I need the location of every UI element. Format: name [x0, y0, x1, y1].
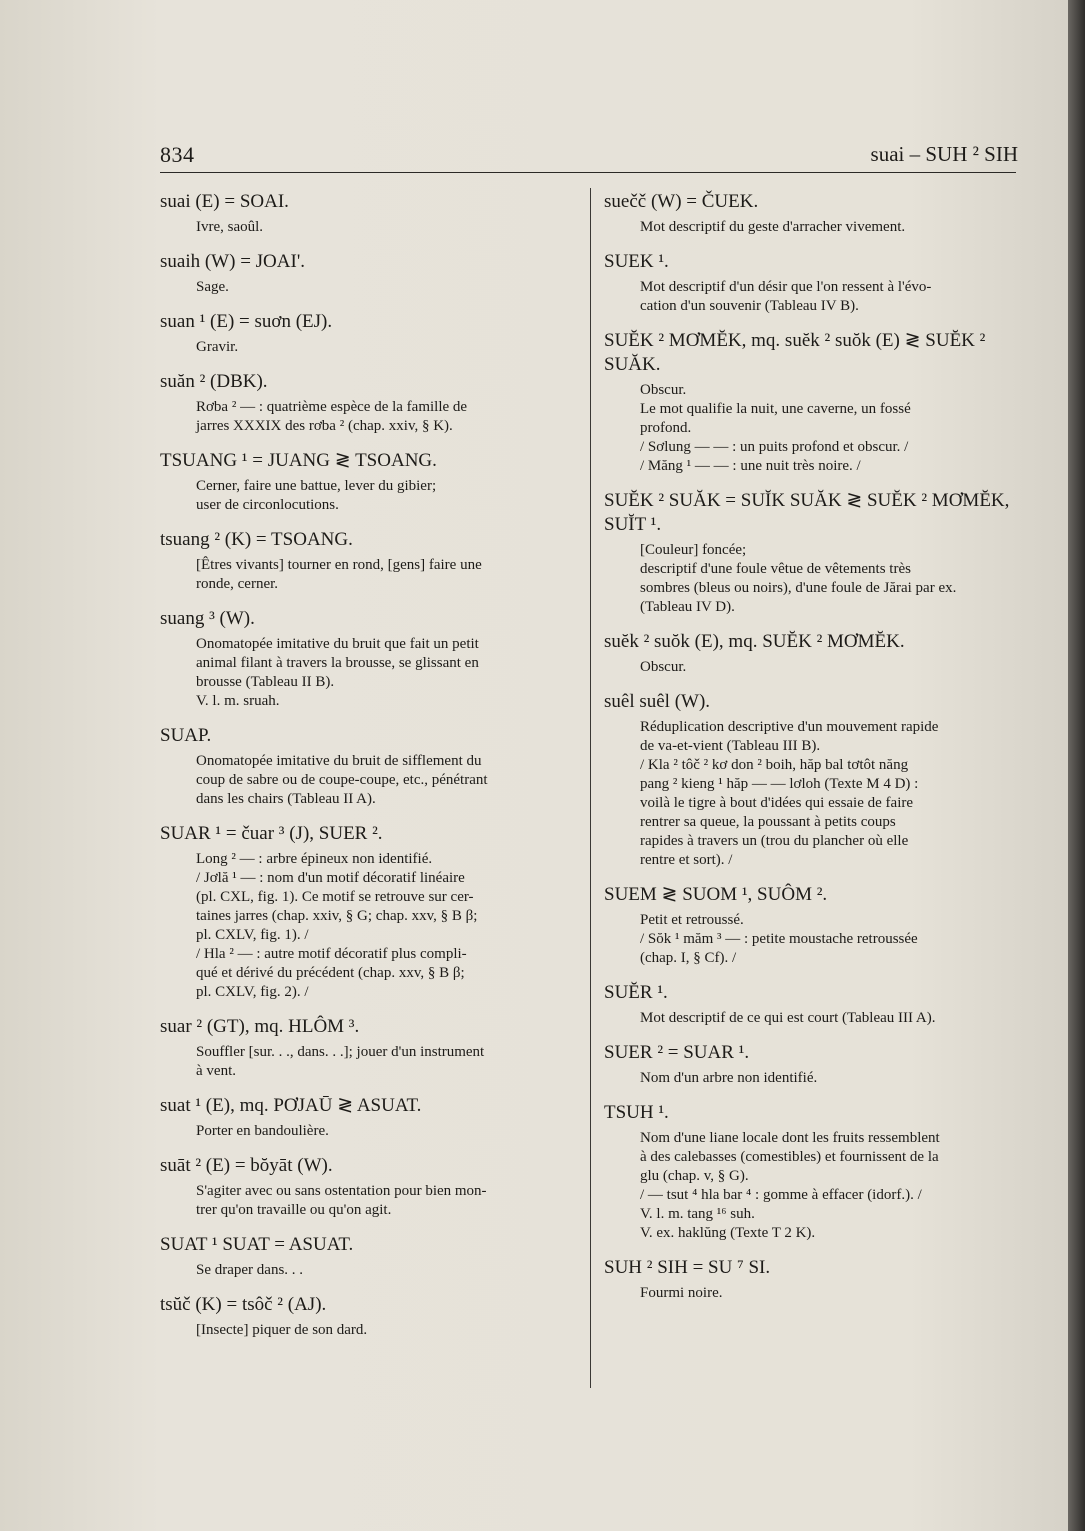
definition-line: [Insecte] piquer de son dard.: [196, 1322, 368, 1338]
entry-definition: [640, 718, 1018, 870]
definition-line: Cerner, faire une battue, lever du gibier;: [196, 478, 437, 494]
definition-line: cation d'un souvenir (Tableau IV B).: [640, 298, 859, 314]
definition-line: pl. CXLV, fig. 2). /: [196, 984, 309, 1000]
definition-line: Réduplication descriptive d'un mouvement rapide: [640, 719, 939, 735]
definition-line: Nom d'une liane locale dont les fruits ressemblent: [640, 1130, 940, 1146]
entry-headword: suĕk ² suŏk (E), mq. SUĔK ² MƠMĔK.: [604, 631, 905, 652]
entry-definition: [196, 338, 570, 357]
entry-headword: suar ² (GT), mq. HLÔM ³.: [160, 1016, 360, 1037]
definition-line: Nom d'un arbre non identifié.: [640, 1070, 818, 1086]
definition-line: / Sơlung — — : un puits profond et obscur. /: [640, 439, 909, 455]
dictionary-entry: [604, 329, 1018, 476]
definition-line: Gravir.: [196, 339, 239, 355]
entry-definition: [196, 278, 570, 297]
dictionary-entry: [604, 981, 1018, 1028]
dictionary-entry: [160, 370, 570, 436]
definition-line: V. l. m. sruah.: [196, 693, 280, 709]
entry-headword: SUAR ¹ = čuar ³ (J), SUER ².: [160, 823, 383, 844]
dictionary-entry: [160, 250, 570, 297]
entry-definition: [196, 477, 570, 515]
dictionary-entry: [160, 607, 570, 711]
dictionary-entry: [160, 1154, 570, 1220]
entry-headword: suāt ² (E) = bŏyāt (W).: [160, 1155, 333, 1176]
entry-definition: [640, 1069, 1018, 1088]
definition-line: Petit et retroussé.: [640, 912, 744, 928]
entry-headword: SUEK ¹.: [604, 251, 669, 272]
entry-headword: SUEM ≷ SUOM ¹, SUÔM ².: [604, 884, 828, 905]
entry-headword: suăn ² (DBK).: [160, 371, 268, 392]
entry-headword: suai (E) = SOAI.: [160, 191, 289, 212]
definition-line: (Tableau IV D).: [640, 599, 735, 615]
definition-line: descriptif d'une foule vêtue de vêtements très: [640, 561, 911, 577]
definition-line: Se draper dans. . .: [196, 1262, 304, 1278]
entry-definition: [196, 1261, 570, 1280]
definition-line: (chap. I, § Cf). /: [640, 950, 737, 966]
entry-definition: [196, 1182, 570, 1220]
dictionary-entry: [604, 630, 1018, 677]
entry-definition: [196, 635, 570, 711]
entry-headword: TSUANG ¹ = JUANG ≷ TSOANG.: [160, 450, 437, 471]
definition-line: pl. CXLV, fig. 1). /: [196, 927, 309, 943]
definition-line: trer qu'on travaille ou qu'on agit.: [196, 1202, 392, 1218]
dictionary-entry: [604, 190, 1018, 237]
right-column: [604, 190, 1018, 1316]
running-head: suai – SUH ² SIH: [870, 142, 1018, 166]
entry-definition: [640, 218, 1018, 237]
entry-headword: SUAP.: [160, 725, 212, 746]
definition-line: sombres (bleus ou noirs), d'une foule de Jărai par ex.: [640, 580, 957, 596]
definition-line: / Kla ² tôč ² kơ don ² boih, hăp bal tơtôt năng: [640, 757, 909, 773]
definition-line: (pl. CXL, fig. 1). Ce motif se retrouve sur cer-: [196, 889, 474, 905]
entry-headword: SUĔK ² MƠMĔK, mq. suĕk ² suŏk (E) ≷ SUĔK ² SUĂK.: [604, 330, 986, 375]
definition-line: user de circonlocutions.: [196, 497, 339, 513]
definition-line: jarres XXXIX des rơba ² (chap. xxiv, § K).: [196, 418, 453, 434]
definition-line: rentrer sa queue, la poussant à petits coups: [640, 814, 896, 830]
definition-line: Souffler [sur. . ., dans. . .]; jouer d'un instrument: [196, 1044, 485, 1060]
definition-line: [Êtres vivants] tourner en rond, [gens] faire une: [196, 557, 482, 573]
definition-line: Le mot qualifie la nuit, une caverne, un fossé: [640, 401, 911, 417]
entry-definition: [640, 1284, 1018, 1303]
entry-definition: [196, 218, 570, 237]
definition-line: Obscur.: [640, 659, 687, 675]
dictionary-entry: [604, 1256, 1018, 1303]
entry-definition: [640, 278, 1018, 316]
definition-line: Mot descriptif du geste d'arracher vivement.: [640, 219, 906, 235]
page-header: [160, 140, 1018, 172]
dictionary-entry: [160, 822, 570, 1002]
definition-line: S'agiter avec ou sans ostentation pour bien mon-: [196, 1183, 487, 1199]
definition-line: Porter en bandoulière.: [196, 1123, 329, 1139]
definition-line: / Măng ¹ — — : une nuit très noire. /: [640, 458, 861, 474]
entry-headword: SUER ² = SUAR ¹.: [604, 1042, 750, 1063]
left-column: [160, 190, 570, 1353]
definition-line: Fourmi noire.: [640, 1285, 723, 1301]
definition-line: / Jơlă ¹ — : nom d'un motif décoratif linéaire: [196, 870, 465, 886]
definition-line: / — tsut ⁴ hla bar ⁴ : gomme à effacer (idorf.). /: [640, 1187, 922, 1203]
definition-line: rentre et sort). /: [640, 852, 733, 868]
definition-line: brousse (Tableau II B).: [196, 674, 335, 690]
definition-line: Onomatopée imitative du bruit de sifflement du: [196, 753, 482, 769]
definition-line: / Hla ² — : autre motif décoratif plus compli-: [196, 946, 467, 962]
entry-headword: tsŭč (K) = tsôč ² (AJ).: [160, 1294, 327, 1315]
dictionary-entry: [160, 724, 570, 809]
definition-line: Long ² — : arbre épineux non identifié.: [196, 851, 433, 867]
entry-definition: [640, 1129, 1018, 1243]
definition-line: ronde, cerner.: [196, 576, 279, 592]
definition-line: dans les chairs (Tableau II A).: [196, 791, 376, 807]
entry-headword: tsuang ² (K) = TSOANG.: [160, 529, 353, 550]
definition-line: à des calebasses (comestibles) et fournissent de la: [640, 1149, 939, 1165]
dictionary-entry: [160, 310, 570, 357]
dictionary-entry: [160, 449, 570, 515]
entry-headword: TSUH ¹.: [604, 1102, 669, 1123]
dictionary-entry: [604, 1041, 1018, 1088]
dictionary-entry: [604, 250, 1018, 316]
dictionary-entry: [604, 883, 1018, 968]
entry-definition: [196, 1122, 570, 1141]
definition-line: Ivre, saoûl.: [196, 219, 264, 235]
entry-definition: [196, 1043, 570, 1081]
entry-definition: [640, 658, 1018, 677]
definition-line: / Sŏk ¹ măm ³ — : petite moustache retroussée: [640, 931, 918, 947]
column-divider: [590, 188, 591, 1388]
definition-line: V. l. m. tang ¹⁶ suh.: [640, 1206, 755, 1222]
definition-line: Mot descriptif d'un désir que l'on ressent à l'évo-: [640, 279, 932, 295]
header-rule: [160, 172, 1016, 173]
definition-line: rapides à travers un (trou du plancher où elle: [640, 833, 909, 849]
entry-headword: SUAT ¹ SUAT = ASUAT.: [160, 1234, 354, 1255]
definition-line: taines jarres (chap. xxiv, § G; chap. xxv, § B β;: [196, 908, 478, 924]
definition-line: [Couleur] foncée;: [640, 542, 747, 558]
definition-line: qué et dérivé du précédent (chap. xxv, § B β;: [196, 965, 465, 981]
dictionary-entry: [160, 1015, 570, 1081]
entry-definition: [640, 541, 1018, 617]
entry-definition: [640, 1009, 1018, 1028]
entry-definition: [196, 850, 570, 1002]
dictionary-entry: [604, 1101, 1018, 1243]
entry-definition: [640, 911, 1018, 968]
definition-line: Onomatopée imitative du bruit que fait un petit: [196, 636, 479, 652]
dictionary-entry: [160, 1293, 570, 1340]
dictionary-entry: [160, 1094, 570, 1141]
entry-headword: suečč (W) = ČUEK.: [604, 191, 759, 212]
definition-line: pang ² kieng ¹ hăp — — lơloh (Texte M 4 D) :: [640, 776, 919, 792]
entry-headword: suaih (W) = JOAI'.: [160, 251, 305, 272]
entry-headword: suan ¹ (E) = suơn (EJ).: [160, 311, 333, 332]
definition-line: Mot descriptif de ce qui est court (Tableau III A).: [640, 1010, 936, 1026]
entry-headword: suat ¹ (E), mq. PƠJAŪ ≷ ASUAT.: [160, 1095, 422, 1116]
definition-line: coup de sabre ou de coupe-coupe, etc., pénétrant: [196, 772, 488, 788]
entry-definition: [196, 752, 570, 809]
entry-headword: suêl suêl (W).: [604, 691, 711, 712]
page-number: 834: [160, 142, 195, 167]
entry-headword: SUH ² SIH = SU ⁷ SI.: [604, 1257, 771, 1278]
definition-line: voilà le tigre à bout d'idées qui essaie de faire: [640, 795, 914, 811]
definition-line: V. ex. haklŭng (Texte T 2 K).: [640, 1225, 816, 1241]
definition-line: à vent.: [196, 1063, 236, 1079]
entry-headword: SUĔK ² SUĂK = SUĬK SUĂK ≷ SUĔK ² MƠMĔK, SUĬT ¹.: [604, 490, 1010, 535]
definition-line: animal filant à travers la brousse, se glissant en: [196, 655, 479, 671]
entry-definition: [196, 556, 570, 594]
dictionary-entry: [604, 690, 1018, 870]
entry-headword: suang ³ (W).: [160, 608, 255, 629]
entry-headword: SUĔR ¹.: [604, 982, 668, 1003]
book-edge: [1068, 0, 1085, 1531]
definition-line: de va-et-vient (Tableau III B).: [640, 738, 821, 754]
dictionary-entry: [604, 489, 1018, 617]
dictionary-entry: [160, 528, 570, 594]
definition-line: Sage.: [196, 279, 229, 295]
definition-line: profond.: [640, 420, 692, 436]
definition-line: glu (chap. v, § G).: [640, 1168, 749, 1184]
definition-line: Obscur.: [640, 382, 687, 398]
entry-definition: [196, 398, 570, 436]
entry-definition: [640, 381, 1018, 476]
dictionary-entry: [160, 1233, 570, 1280]
definition-line: Rơba ² — : quatrième espèce de la famille de: [196, 399, 468, 415]
entry-definition: [196, 1321, 570, 1340]
dictionary-entry: [160, 190, 570, 237]
